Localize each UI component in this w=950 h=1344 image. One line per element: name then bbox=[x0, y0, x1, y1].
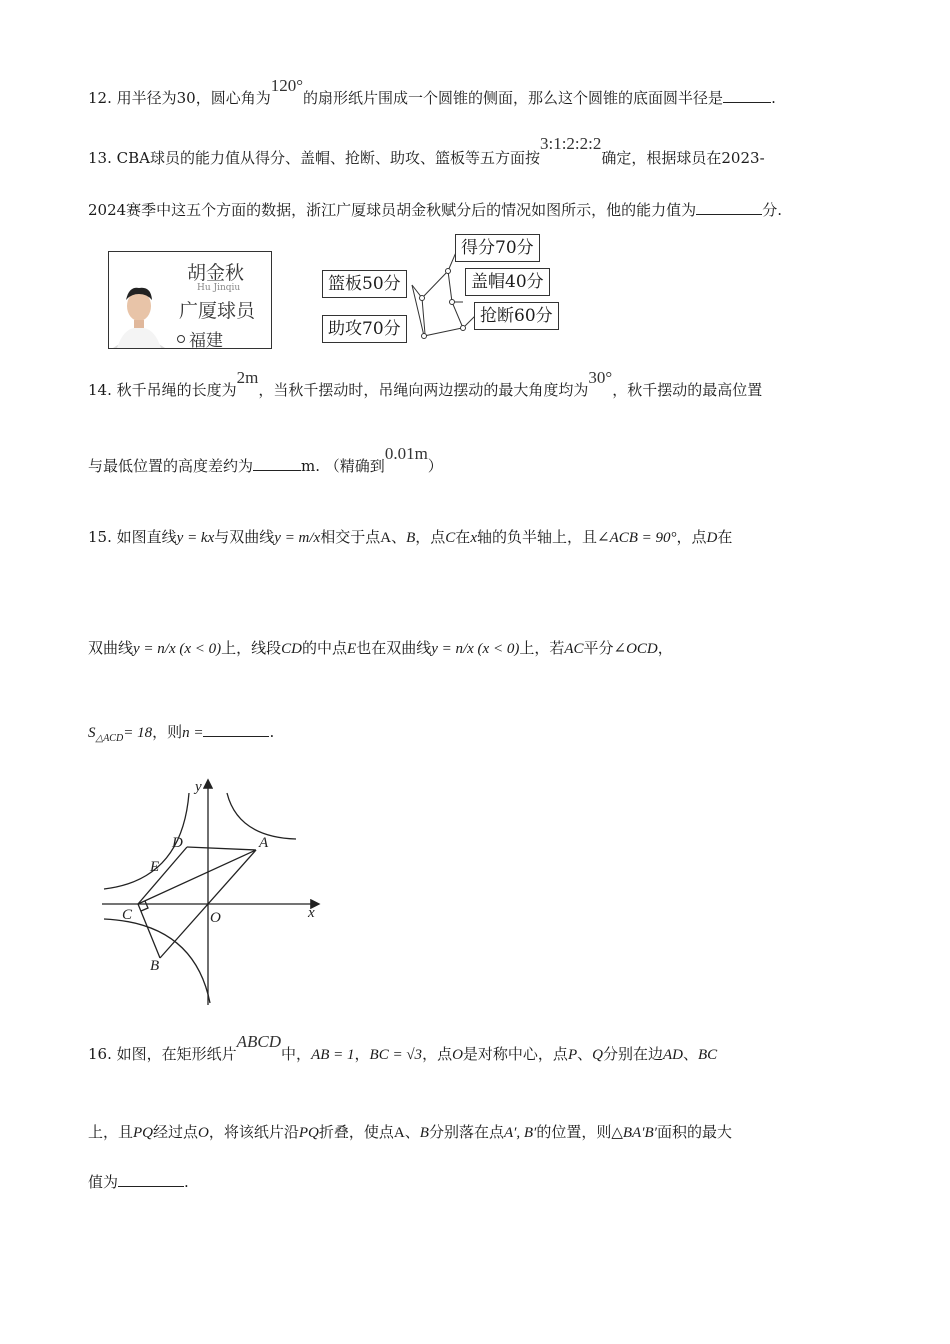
math-point-e: E bbox=[347, 641, 357, 657]
question-text: ，则 bbox=[152, 723, 183, 741]
question-text: 是对称中心，点 bbox=[462, 1045, 568, 1063]
node-dot bbox=[446, 269, 451, 274]
question-12 bbox=[88, 76, 776, 108]
question-text: 如图直线 bbox=[116, 528, 177, 546]
question-text: ， bbox=[657, 639, 673, 657]
player-card bbox=[108, 251, 272, 349]
question-text: 中， bbox=[281, 1045, 312, 1063]
stat-score: 得分70分 bbox=[455, 234, 540, 262]
separator: 、 bbox=[577, 1045, 593, 1063]
question-text: 与最低位置的高度差约为 bbox=[88, 457, 254, 475]
question-text: 经过点 bbox=[153, 1123, 199, 1141]
question-13 bbox=[88, 134, 765, 168]
player-home bbox=[177, 326, 223, 351]
answer-blank[interactable] bbox=[696, 200, 762, 215]
math-rect-abcd: ABCD bbox=[236, 1032, 282, 1051]
separator: 、 bbox=[404, 1123, 420, 1141]
question-text: ） bbox=[427, 457, 443, 475]
question-text: 的扇形纸片围成一个圆锥的侧面，那么这个圆锥的底面圆半径是 bbox=[303, 89, 724, 107]
unit-text: m. bbox=[301, 457, 321, 475]
question-text: 分别在边 bbox=[602, 1045, 663, 1063]
math-area-value: = 18 bbox=[123, 725, 153, 741]
label-d: D bbox=[172, 835, 183, 851]
question-16 bbox=[88, 1032, 718, 1065]
label-x: x bbox=[308, 905, 315, 921]
math-ab: AB = 1 bbox=[311, 1047, 355, 1063]
math-length: 2m bbox=[236, 368, 259, 387]
segment-da bbox=[187, 847, 256, 850]
math-segment-cd: CD bbox=[281, 641, 302, 657]
separator: 、 bbox=[682, 1045, 698, 1063]
question-14-line-2 bbox=[88, 444, 443, 476]
math-point-p: P bbox=[567, 1047, 578, 1063]
question-15-line-3 bbox=[88, 722, 274, 749]
separator: 、 bbox=[391, 528, 407, 546]
node-dot bbox=[461, 326, 466, 331]
math-precision: 0.01m bbox=[384, 444, 428, 463]
math-point-q: Q bbox=[592, 1047, 603, 1063]
question-text: 确定，根据球员在2023- bbox=[601, 149, 765, 167]
location-dot-icon bbox=[177, 335, 185, 343]
math-area-s: S bbox=[88, 725, 96, 741]
stat-steal: 抢断60分 bbox=[474, 302, 559, 330]
question-text: 分别落在点 bbox=[428, 1123, 504, 1141]
question-text: ，点 bbox=[676, 528, 707, 546]
label-y: y bbox=[195, 779, 202, 795]
node-dot bbox=[450, 300, 455, 305]
math-point-c: C bbox=[445, 530, 456, 546]
question-text: 的中点 bbox=[302, 639, 348, 657]
question-text: 2024赛季中这五个方面的数据，浙江广厦球员胡金秋赋分后的情况如图所示，他的能力值为 bbox=[88, 201, 697, 219]
question-15 bbox=[88, 527, 732, 548]
answer-blank[interactable] bbox=[118, 1172, 184, 1187]
question-text: 在 bbox=[455, 528, 471, 546]
math-side-ad: AD bbox=[662, 1047, 683, 1063]
question-number: 16. bbox=[88, 1045, 112, 1063]
math-points-prime: A′, B′ bbox=[503, 1125, 537, 1141]
question-text: 上，且 bbox=[88, 1123, 134, 1141]
answer-blank[interactable] bbox=[203, 722, 269, 737]
label-a: A bbox=[259, 835, 269, 851]
answer-blank[interactable] bbox=[723, 88, 771, 103]
math-hyperbola-2: y = n/x (x < 0) bbox=[431, 641, 520, 657]
question-16-line-3 bbox=[88, 1172, 189, 1192]
player-pinyin: Hu Jinqiu bbox=[197, 283, 241, 293]
stat-block: 盖帽40分 bbox=[465, 268, 550, 296]
question-text: （精确到 bbox=[324, 457, 385, 475]
math-hyperbola-1: y = m/x bbox=[274, 530, 321, 546]
math-x: x bbox=[470, 530, 477, 546]
math-point-a: A bbox=[380, 530, 392, 546]
math-bc: BC = √3 bbox=[369, 1047, 423, 1063]
connector bbox=[448, 271, 463, 328]
label-e: E bbox=[150, 859, 160, 875]
math-point-d: D bbox=[706, 530, 718, 546]
label-b: B bbox=[150, 958, 160, 974]
math-hyperbola-2: y = n/x (x < 0) bbox=[133, 641, 222, 657]
player-home-text: 福建 bbox=[189, 331, 223, 351]
question-13-line-2 bbox=[88, 200, 782, 220]
question-text: ，当秋千摆动时，吊绳向两边摆动的最大角度均为 bbox=[258, 381, 589, 399]
math-point-o: O bbox=[198, 1125, 209, 1141]
connector bbox=[422, 271, 448, 298]
stat-rebound: 篮板50分 bbox=[322, 270, 407, 298]
question-number: 14. bbox=[88, 381, 112, 399]
math-angle: 30° bbox=[588, 368, 613, 387]
math-angle-acb: ∠ACB = 90° bbox=[597, 530, 677, 546]
question-number: 15. bbox=[88, 528, 112, 546]
question-text: 与双曲线 bbox=[214, 528, 275, 546]
question-text: ，点 bbox=[415, 528, 446, 546]
math-point-b: B bbox=[406, 530, 416, 546]
question-number: 12. bbox=[88, 89, 112, 107]
question-text: 也在双曲线 bbox=[356, 639, 432, 657]
math-side-bc: BC bbox=[698, 1047, 718, 1063]
answer-blank[interactable] bbox=[253, 456, 301, 471]
math-point-b: B bbox=[419, 1125, 429, 1141]
math-angle: 120° bbox=[270, 76, 304, 95]
player-team: 广厦球员 bbox=[179, 300, 256, 322]
question-text: 的位置，则 bbox=[536, 1123, 612, 1141]
question-text: 面积的最大 bbox=[656, 1123, 732, 1141]
q15-hyperbola-figure bbox=[96, 775, 336, 1015]
question-number: 13. bbox=[88, 149, 112, 167]
label-origin: O bbox=[210, 910, 221, 926]
node-dot bbox=[422, 334, 427, 339]
question-15-line-2 bbox=[88, 638, 673, 659]
stat-assist: 助攻70分 bbox=[322, 315, 407, 343]
period: . bbox=[184, 1173, 189, 1191]
question-text: 轴的负半轴上，且 bbox=[476, 528, 597, 546]
question-text: 用半径为30，圆心角为 bbox=[116, 89, 271, 107]
math-segment-pq: PQ bbox=[133, 1125, 154, 1141]
question-text: ，将该纸片沿 bbox=[208, 1123, 299, 1141]
math-point-o: O bbox=[452, 1047, 463, 1063]
question-text: 秋千吊绳的长度为 bbox=[116, 381, 237, 399]
math-area-subscript: △ACD bbox=[95, 733, 124, 744]
node-dot bbox=[420, 296, 425, 301]
question-text: 相交于点 bbox=[320, 528, 381, 546]
math-point-a: A bbox=[393, 1125, 405, 1141]
connector bbox=[412, 285, 462, 336]
label-c: C bbox=[122, 907, 133, 923]
math-segment-ac: AC bbox=[564, 641, 584, 657]
period: . bbox=[771, 89, 776, 107]
player-name: 胡金秋 bbox=[187, 262, 245, 284]
question-text: CBA球员的能力值从得分、盖帽、抢断、助攻、篮板等五方面按 bbox=[116, 149, 540, 167]
question-text: 上，若 bbox=[519, 639, 565, 657]
question-16-line-2 bbox=[88, 1122, 732, 1143]
math-triangle: △BA′B′ bbox=[611, 1125, 657, 1141]
player-photo bbox=[113, 278, 165, 348]
question-text: ，点 bbox=[422, 1045, 453, 1063]
unit-text: 分. bbox=[762, 201, 782, 219]
question-text: 双曲线 bbox=[88, 639, 134, 657]
question-text: 值为 bbox=[88, 1173, 119, 1191]
math-segment-pq: PQ bbox=[298, 1125, 319, 1141]
question-text: 在 bbox=[717, 528, 733, 546]
period: . bbox=[269, 723, 275, 741]
separator: ， bbox=[354, 1045, 370, 1063]
question-text: 上，线段 bbox=[221, 639, 282, 657]
hyperbola-m-branch bbox=[227, 793, 296, 839]
math-ratio: 3:1:2:2:2 bbox=[539, 134, 602, 153]
question-text: 折叠，使点 bbox=[318, 1123, 394, 1141]
math-angle-ocd: ∠OCD bbox=[613, 641, 658, 657]
math-n-equals: n = bbox=[182, 725, 204, 741]
question-14 bbox=[88, 368, 763, 400]
question-text: 平分 bbox=[583, 639, 614, 657]
math-line-eq: y = kx bbox=[176, 530, 215, 546]
question-text: 如图，在矩形纸片 bbox=[116, 1045, 237, 1063]
question-text: ，秋千摆动的最高位置 bbox=[612, 381, 763, 399]
